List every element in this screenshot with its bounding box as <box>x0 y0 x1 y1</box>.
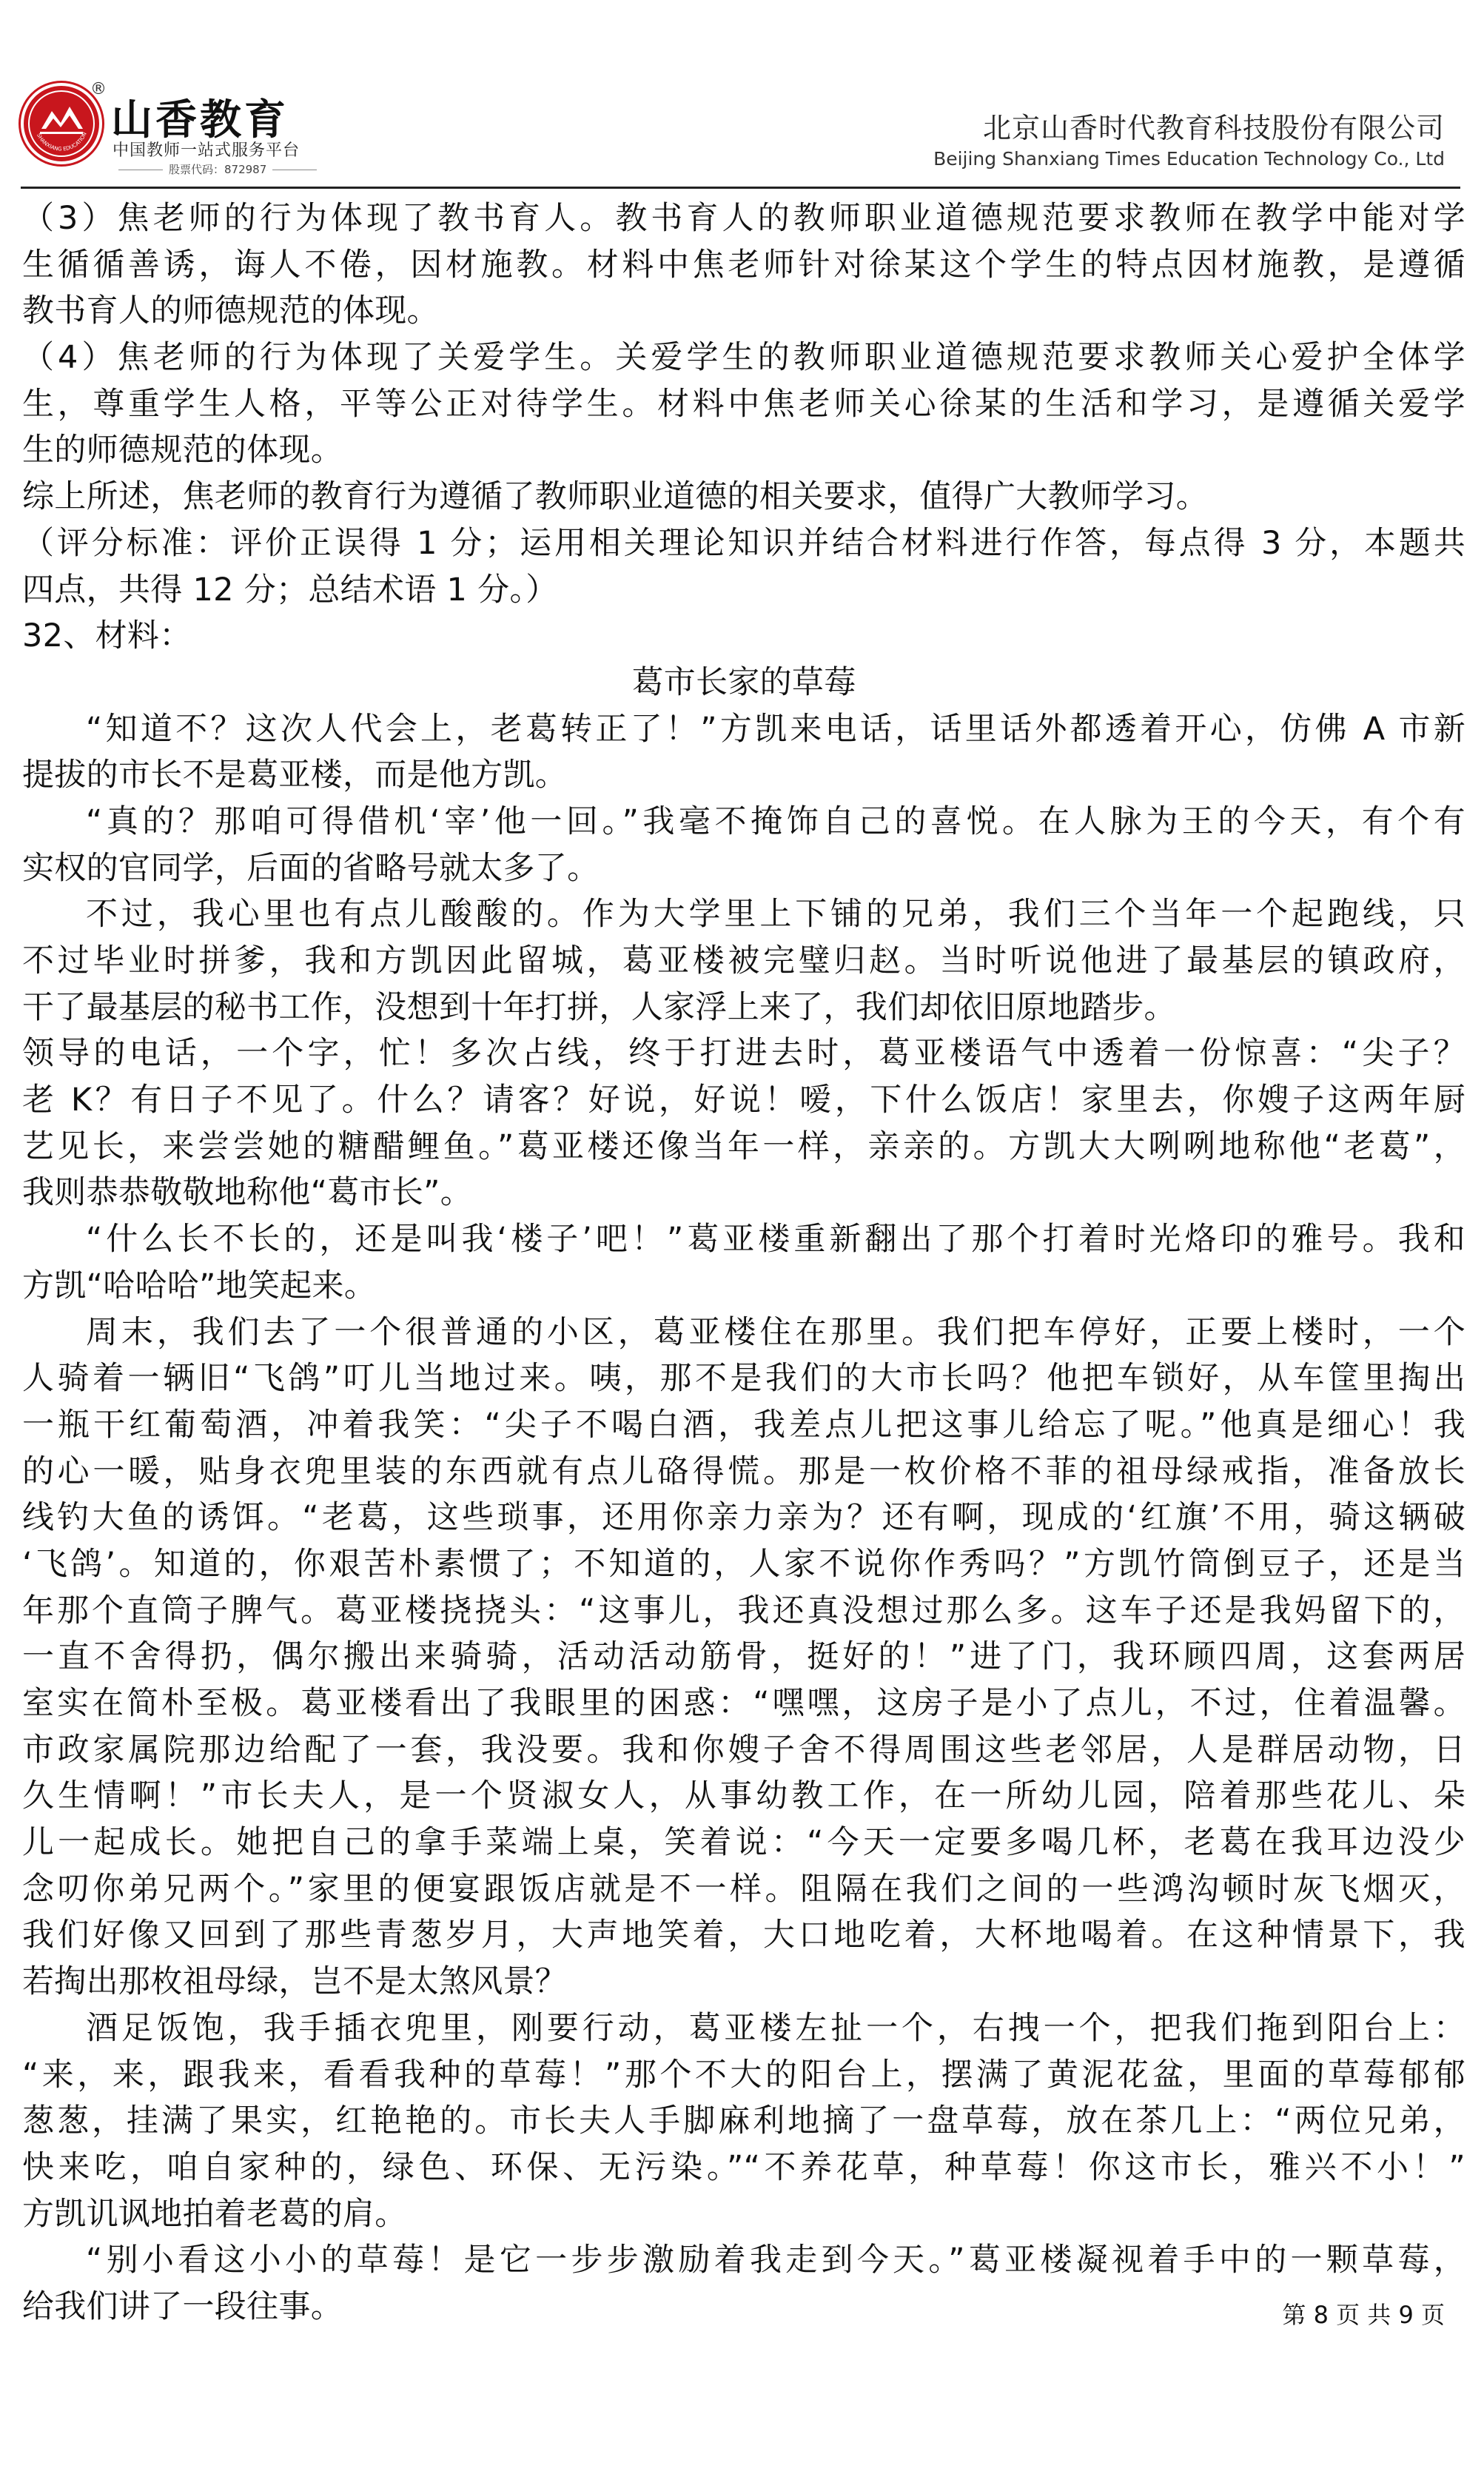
text-line: 干了最基层的秘书工作，没想到十年打拼，人家浮上来了，我们却依旧原地踏步。 <box>22 988 1176 1026</box>
text-line: 儿一起成长。她把自己的拿手菜端上桌，笑着说：“今天一定要多喝几杯，老葛在我耳边没少 <box>22 1824 1465 1862</box>
text-line: 一瓶干红葡萄酒，冲着我笑：“尖子不喝白酒，我差点儿把这事儿给忘了呢。”他真是细心！我 <box>22 1406 1465 1444</box>
text-line: 年那个直筒子脾气。葛亚楼挠挠头：“这事儿，我还真没想过那么多。这车子还是我妈留下的， <box>22 1592 1465 1629</box>
paragraph <box>22 799 1465 891</box>
story-title-block <box>22 660 1465 706</box>
text-line: 综上所述，焦老师的教育行为遵循了教师职业道德的相关要求，值得广大教师学习。 <box>22 478 1209 516</box>
text-line: 不过毕业时拼爹，我和方凯因此留城，葛亚楼被完璧归赵。当时听说他进了最基层的镇政府， <box>22 942 1465 979</box>
paragraph <box>22 2237 1465 2330</box>
text-line: （评分标准：评价正误得 1 分；运用相关理论知识并结合材料进行作答，每点得 3 分，本题共 <box>22 524 1465 562</box>
text-line: 教书育人的师德规范的体现。 <box>22 292 439 330</box>
paragraph <box>22 195 1465 335</box>
paragraph <box>22 1216 1465 1309</box>
stock-code-row <box>113 161 323 177</box>
paragraph <box>22 2005 1465 2237</box>
page-header <box>0 0 1484 194</box>
brand-name: 山香教育 <box>111 95 289 144</box>
text-line: 方凯讥讽地拍着老葛的肩。 <box>22 2195 407 2233</box>
text-line: 32、材料： <box>22 617 192 655</box>
text-line: ‘飞鸽’。知道的，你艰苦朴素惯了；不知道的，人家不说你作秀吗？”方凯竹筒倒豆子，还是当 <box>22 1545 1465 1583</box>
text-line: “真的？那咱可得借机‘宰’他一回。”我毫不掩饰自己的喜悦。在人脉为王的今天，有个有 <box>86 802 1465 840</box>
text-line: 提拔的市长不是葛亚楼，而是他方凯。 <box>22 757 568 794</box>
text-line: 我则恭恭敬敬地称他“葛市长”。 <box>22 1174 473 1212</box>
text-line: 快来吃，咱自家种的，绿色、环保、无污染。”“不养花草，种草莓！你这市长，雅兴不小！” <box>22 2148 1465 2186</box>
text-line: 老 K？有日子不见了。什么？请客？好说，好说！嗳，下什么饭店！家里去，你嫂子这两年厨 <box>22 1082 1465 1119</box>
company-name-en: Beijing Shanxiang Times Education Technology Co., Ltd <box>933 148 1445 170</box>
text-line: 艺见长，来尝尝她的糖醋鲤鱼。”葛亚楼还像当年一样，亲亲的。方凯大大咧咧地称他“老葛”， <box>22 1127 1465 1165</box>
text-line: 线钓大鱼的诱饵。“老葛，这些琐事，还用你亲力亲为？还有啊，现成的‘红旗’不用，骑这辆破 <box>22 1499 1465 1537</box>
text-line: 念叨你弟兄两个。”家里的便宴跟饭店就是不一样。阻隔在我们之间的一些鸿沟顿时灰飞烟灭， <box>22 1870 1465 1908</box>
text-line: 若掏出那枚祖母绿，岂不是太煞风景？ <box>22 1963 568 2001</box>
company-name-cn: 北京山香时代教育科技股份有限公司 <box>982 112 1445 144</box>
text-line: 人骑着一辆旧“飞鸽”叮儿当地过来。咦，那不是我们的大市长吗？他把车锁好，从车筐里掏出 <box>22 1360 1465 1398</box>
text-line: “来，来，跟我来，看看我种的草莓！”那个不大的阳台上，摆满了黄泥花盆，里面的草莓郁郁 <box>22 2056 1465 2094</box>
text-line: 葱葱，挂满了果实，红艳艳的。市长夫人手脚麻利地摘了一盘草莓，放在茶几上：“两位兄弟， <box>22 2102 1465 2140</box>
text-line: 生，尊重学生人格，平等公正对待学生。材料中焦老师关心徐某的生活和学习，是遵循关爱学 <box>22 385 1465 423</box>
text-line: 不过，我心里也有点儿酸酸的。作为大学里上下铺的兄弟，我们三个当年一个起跑线，只 <box>86 896 1465 934</box>
paragraph <box>22 1310 1465 2005</box>
text-line: 给我们讲了一段往事。 <box>22 2287 343 2325</box>
paragraph <box>22 613 1465 660</box>
text-line: “别小看这小小的草莓！是它一步步激励着我走到今天。”葛亚楼凝视着手中的一颗草莓， <box>86 2242 1465 2279</box>
document-body <box>22 195 1465 2330</box>
text-line: 实权的官同学，后面的省略号就太多了。 <box>22 849 600 887</box>
text-line: 我们好像又回到了那些青葱岁月，大声地笑着，大口地吃着，大杯地喝着。在这种情景下，我 <box>22 1917 1465 1954</box>
text-line: 市政家属院那边给配了一套，我没要。我和你嫂子舍不得周围这些老邻居，人是群居动物，日 <box>22 1731 1465 1769</box>
page-number: 第 8 页 共 9 页 <box>1282 2301 1445 2329</box>
paragraph <box>22 335 1465 474</box>
svg-text:SHANXIANG EDUCATION <box>36 131 88 152</box>
paragraph <box>22 520 1465 613</box>
paragraph <box>22 1030 1465 1216</box>
text-line: 生的师德规范的体现。 <box>22 432 343 469</box>
text-line: （4）焦老师的行为体现了关爱学生。关爱学生的教师职业道德规范要求教师关心爱护全体学 <box>22 339 1465 377</box>
text-line: 久生情啊！”市长夫人，是一个贤淑女人，从事幼教工作，在一所幼儿园，陪着那些花儿、朵 <box>22 1777 1465 1815</box>
header-divider <box>21 187 1460 189</box>
stock-code: 股票代码：872987 <box>169 163 267 176</box>
text-line: 的心一暖，贴身衣兜里装的东西就有点儿硌得慌。那是一枚价格不菲的祖母绿戒指，准备放长 <box>22 1452 1465 1490</box>
text-line: 一直不舍得扔，偶尔搬出来骑骑，活动活动筋骨，挺好的！”进了门，我环顾四周，这套两居 <box>22 1638 1465 1676</box>
text-line: 酒足饭饱，我手插衣兜里，刚要行动，葛亚楼左扯一个，右拽一个，把我们拖到阳台上： <box>86 2009 1465 2047</box>
paragraph <box>22 891 1465 1030</box>
text-line: 四点，共得 12 分；总结术语 1 分。） <box>22 571 558 609</box>
text-line: 周末，我们去了一个很普通的小区，葛亚楼住在那里。我们把车停好，正要上楼时，一个 <box>86 1313 1465 1351</box>
text-line: （3）焦老师的行为体现了教书育人。教书育人的教师职业道德规范要求教师在教学中能对学 <box>22 200 1465 237</box>
text-line: 生循循善诱，诲人不倦，因材施教。材料中焦老师针对徐某这个学生的特点因材施教，是遵循 <box>22 246 1465 284</box>
text-line: “知道不？这次人代会上，老葛转正了！”方凯来电话，话里话外都透着开心，仿佛 A 市新 <box>86 710 1465 748</box>
story-title: 葛市长家的草莓 <box>631 663 856 701</box>
text-line: 室实在简朴至极。葛亚楼看出了我眼里的困惑：“嘿嘿，这房子是小了点儿，不过，住着温馨。 <box>22 1685 1465 1722</box>
text-line: 方凯“哈哈哈”地笑起来。 <box>22 1267 377 1304</box>
text-line: “什么长不长的，还是叫我‘楼子’吧！”葛亚楼重新翻出了那个打着时光烙印的雅号。我和 <box>86 1221 1465 1258</box>
brand-slogan: 中国教师一站式服务平台 <box>113 141 301 160</box>
logo-ring-text: SHANXIANG EDUCATION <box>36 131 88 152</box>
paragraph <box>22 706 1465 799</box>
registered-mark: ® <box>90 80 107 98</box>
paragraph <box>22 474 1465 520</box>
text-line: 领导的电话，一个字，忙！多次占线，终于打进去时，葛亚楼语气中透着一份惊喜：“尖子？ <box>22 1035 1465 1073</box>
